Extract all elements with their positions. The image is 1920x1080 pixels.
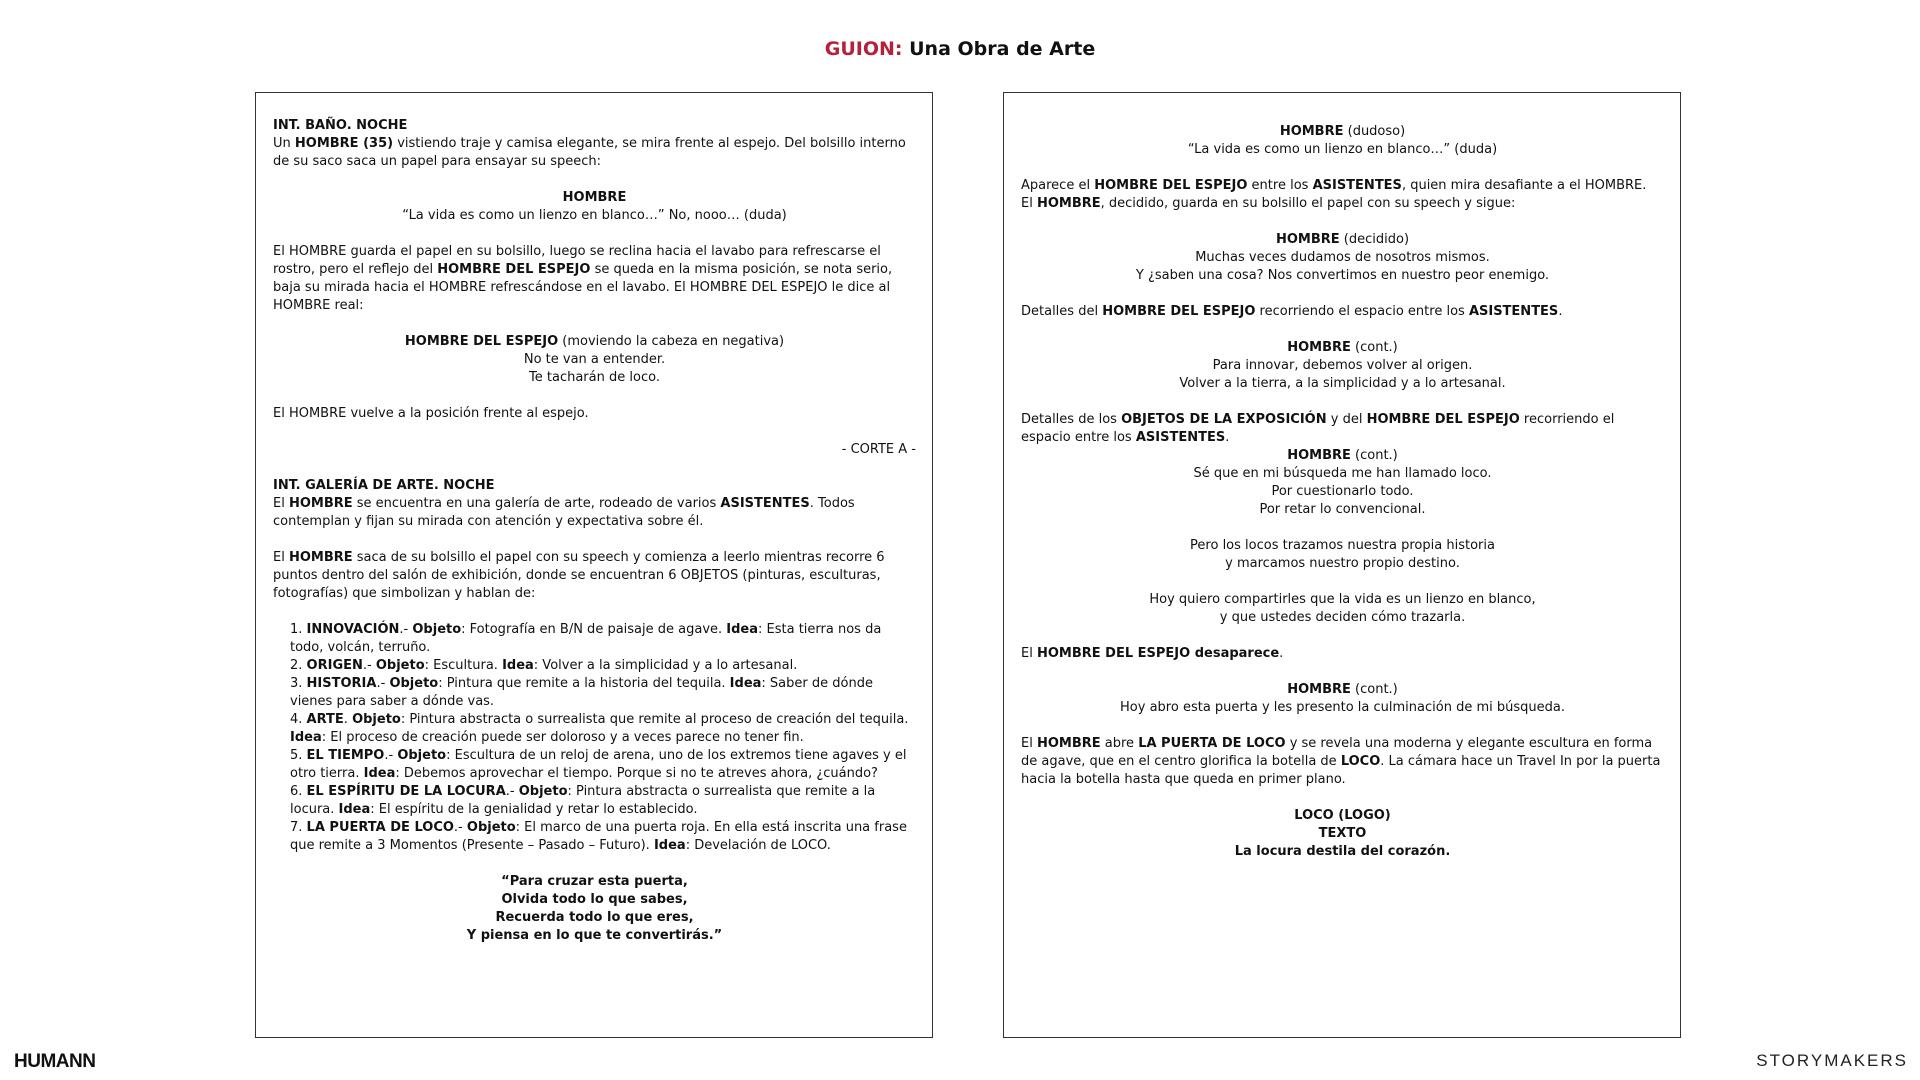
- door-quote: “Para cruzar esta puerta, Olvida todo lo que sabes, Recuerda todo lo que eres, Y piensa en lo que te convertirás.”: [466, 874, 723, 943]
- character-name: HOMBRE: [562, 190, 627, 205]
- list-item: 2. ORIGEN.- Objeto: Escultura. Idea: Volver a la simplicidad y a lo artesanal.: [290, 658, 798, 673]
- storymakers-logo: STORYMAKERS: [1756, 1051, 1908, 1070]
- transition: - CORTE A -: [841, 442, 916, 457]
- dialogue-line: Te tacharán de loco.: [529, 370, 660, 385]
- dialogue-line: No te van a entender.: [523, 352, 666, 367]
- scene-heading: INT. BAÑO. NOCHE: [273, 118, 408, 133]
- dialogue-line: Hoy abro esta puerta y les presento la culminación de mi búsqueda.: [1120, 700, 1565, 715]
- character-cue: HOMBRE DEL ESPEJO (moviendo la cabeza en negativa): [404, 334, 785, 349]
- character-cue: HOMBRE (cont.): [1287, 340, 1398, 355]
- action-paragraph: El HOMBRE, decidido, guarda en su bolsillo el papel con su speech y sigue:: [1021, 196, 1516, 211]
- list-item: 3. HISTORIA.- Objeto: Pintura que remite a la historia del tequila. Idea: Saber de dónde vienes para saber a dónde vas.: [290, 676, 873, 709]
- list-item: 1. INNOVACIÓN.- Objeto: Fotografía en B/N de paisaje de agave. Idea: Esta tierra nos da todo, volcán, terruño.: [290, 622, 882, 655]
- dialogue-line: Hoy quiero compartirles que la vida es un lienzo en blanco,: [1149, 592, 1536, 607]
- dialogue-line: y marcamos nuestro propio destino.: [1225, 556, 1460, 571]
- list-item: 5. EL TIEMPO.- Objeto: Escultura de un reloj de arena, uno de los extremos tiene agaves y el otro tierra. Idea: Debemos aprovechar el tiempo. Porque si no te atreves ahora, ¿cuándo?: [290, 748, 907, 781]
- dialogue-line: Por retar lo convencional.: [1259, 502, 1426, 517]
- action-paragraph: El HOMBRE saca de su bolsillo el papel con su speech y comienza a leerlo mientras recorre 6 puntos dentro del salón de exhibición, donde se encuentran 6 OBJETOS (pinturas, esculturas, fotografías) que simbolizan y hablan de:: [273, 550, 885, 601]
- list-item: 7. LA PUERTA DE LOCO.- Objeto: El marco de una puerta roja. En ella está inscrita una frase que remite a 3 Momentos (Presente – Pasado – Futuro). Idea: Develación de LOCO.: [290, 820, 907, 853]
- character-cue: HOMBRE (decidido): [1275, 232, 1410, 247]
- action-paragraph: Aparece el HOMBRE DEL ESPEJO entre los ASISTENTES, quien mira desafiante a el HOMBRE.: [1021, 178, 1647, 193]
- humann-logo: HUMANN: [14, 1051, 96, 1072]
- objects-list: [273, 621, 916, 855]
- dialogue-line: Volver a la tierra, a la simplicidad y a lo artesanal.: [1179, 376, 1506, 391]
- action-paragraph: El HOMBRE vuelve a la posición frente al espejo.: [273, 406, 589, 421]
- script-page-left: [255, 92, 933, 1038]
- title-text: Una Obra de Arte: [909, 38, 1096, 60]
- action-paragraph: Detalles del HOMBRE DEL ESPEJO recorriendo el espacio entre los ASISTENTES.: [1021, 304, 1563, 319]
- title-label: GUION:: [824, 38, 903, 60]
- character-cue: HOMBRE (cont.): [1287, 682, 1398, 697]
- action-paragraph: El HOMBRE guarda el papel en su bolsillo, luego se reclina hacia el lavabo para refrescarse el rostro, pero el reflejo del HOMBRE DEL ESPEJO se queda en la misma posición, se nota serio, baja su mirada hacia el HOMBRE refrescándose en el lavabo. El HOMBRE DEL ESPEJO le dice al HOMBRE real:: [273, 244, 893, 313]
- dialogue-line: “La vida es como un lienzo en blanco…” (duda): [1187, 142, 1498, 157]
- end-card: LOCO (LOGO) TEXTO La locura destila del corazón.: [1234, 808, 1451, 859]
- action-paragraph: El HOMBRE DEL ESPEJO desaparece.: [1021, 646, 1284, 661]
- dialogue-line: Muchas veces dudamos de nosotros mismos.: [1195, 250, 1490, 265]
- scene-heading: INT. GALERÍA DE ARTE. NOCHE: [273, 478, 495, 493]
- action-paragraph: El HOMBRE abre LA PUERTA DE LOCO y se revela una moderna y elegante escultura en forma de agave, que en el centro glorifica la botella de LOCO. La cámara hace un Travel In por la puerta hacia la botella hasta que queda en primer plano.: [1021, 736, 1661, 787]
- character-cue: HOMBRE (dudoso): [1279, 124, 1406, 139]
- dialogue-line: Y ¿saben una cosa? Nos convertimos en nuestro peor enemigo.: [1135, 268, 1550, 283]
- dialogue-line: y que ustedes deciden cómo trazarla.: [1219, 610, 1466, 625]
- dialogue-line: Sé que en mi búsqueda me han llamado loco.: [1193, 466, 1492, 481]
- script-title: [0, 38, 1920, 60]
- script-page-right: [1003, 92, 1681, 1038]
- dialogue-line: Para innovar, debemos volver al origen.: [1212, 358, 1473, 373]
- action-paragraph: El HOMBRE se encuentra en una galería de arte, rodeado de varios ASISTENTES. Todos contemplan y fijan su mirada con atención y expectativa sobre él.: [273, 496, 855, 529]
- character-cue: HOMBRE (cont.): [1287, 448, 1398, 463]
- dialogue-line: Pero los locos trazamos nuestra propia historia: [1190, 538, 1495, 553]
- dialogue-line: Por cuestionarlo todo.: [1271, 484, 1414, 499]
- dialogue-line: “La vida es como un lienzo en blanco…” No, nooo… (duda): [402, 208, 787, 223]
- action-paragraph: Detalles de los OBJETOS DE LA EXPOSICIÓN y del HOMBRE DEL ESPEJO recorriendo el espacio entre los ASISTENTES.: [1021, 412, 1615, 445]
- action-paragraph: Un HOMBRE (35) vistiendo traje y camisa elegante, se mira frente al espejo. Del bolsillo interno de su saco saca un papel para ensayar su speech:: [273, 136, 906, 169]
- list-item: 4. ARTE. Objeto: Pintura abstracta o surrealista que remite al proceso de creación del tequila. Idea: El proceso de creación puede ser doloroso y a veces parece no tener fin.: [290, 712, 909, 745]
- list-item: 6. EL ESPÍRITU DE LA LOCURA.- Objeto: Pintura abstracta o surrealista que remite a la locura. Idea: El espíritu de la genialidad y retar lo establecido.: [290, 784, 876, 817]
